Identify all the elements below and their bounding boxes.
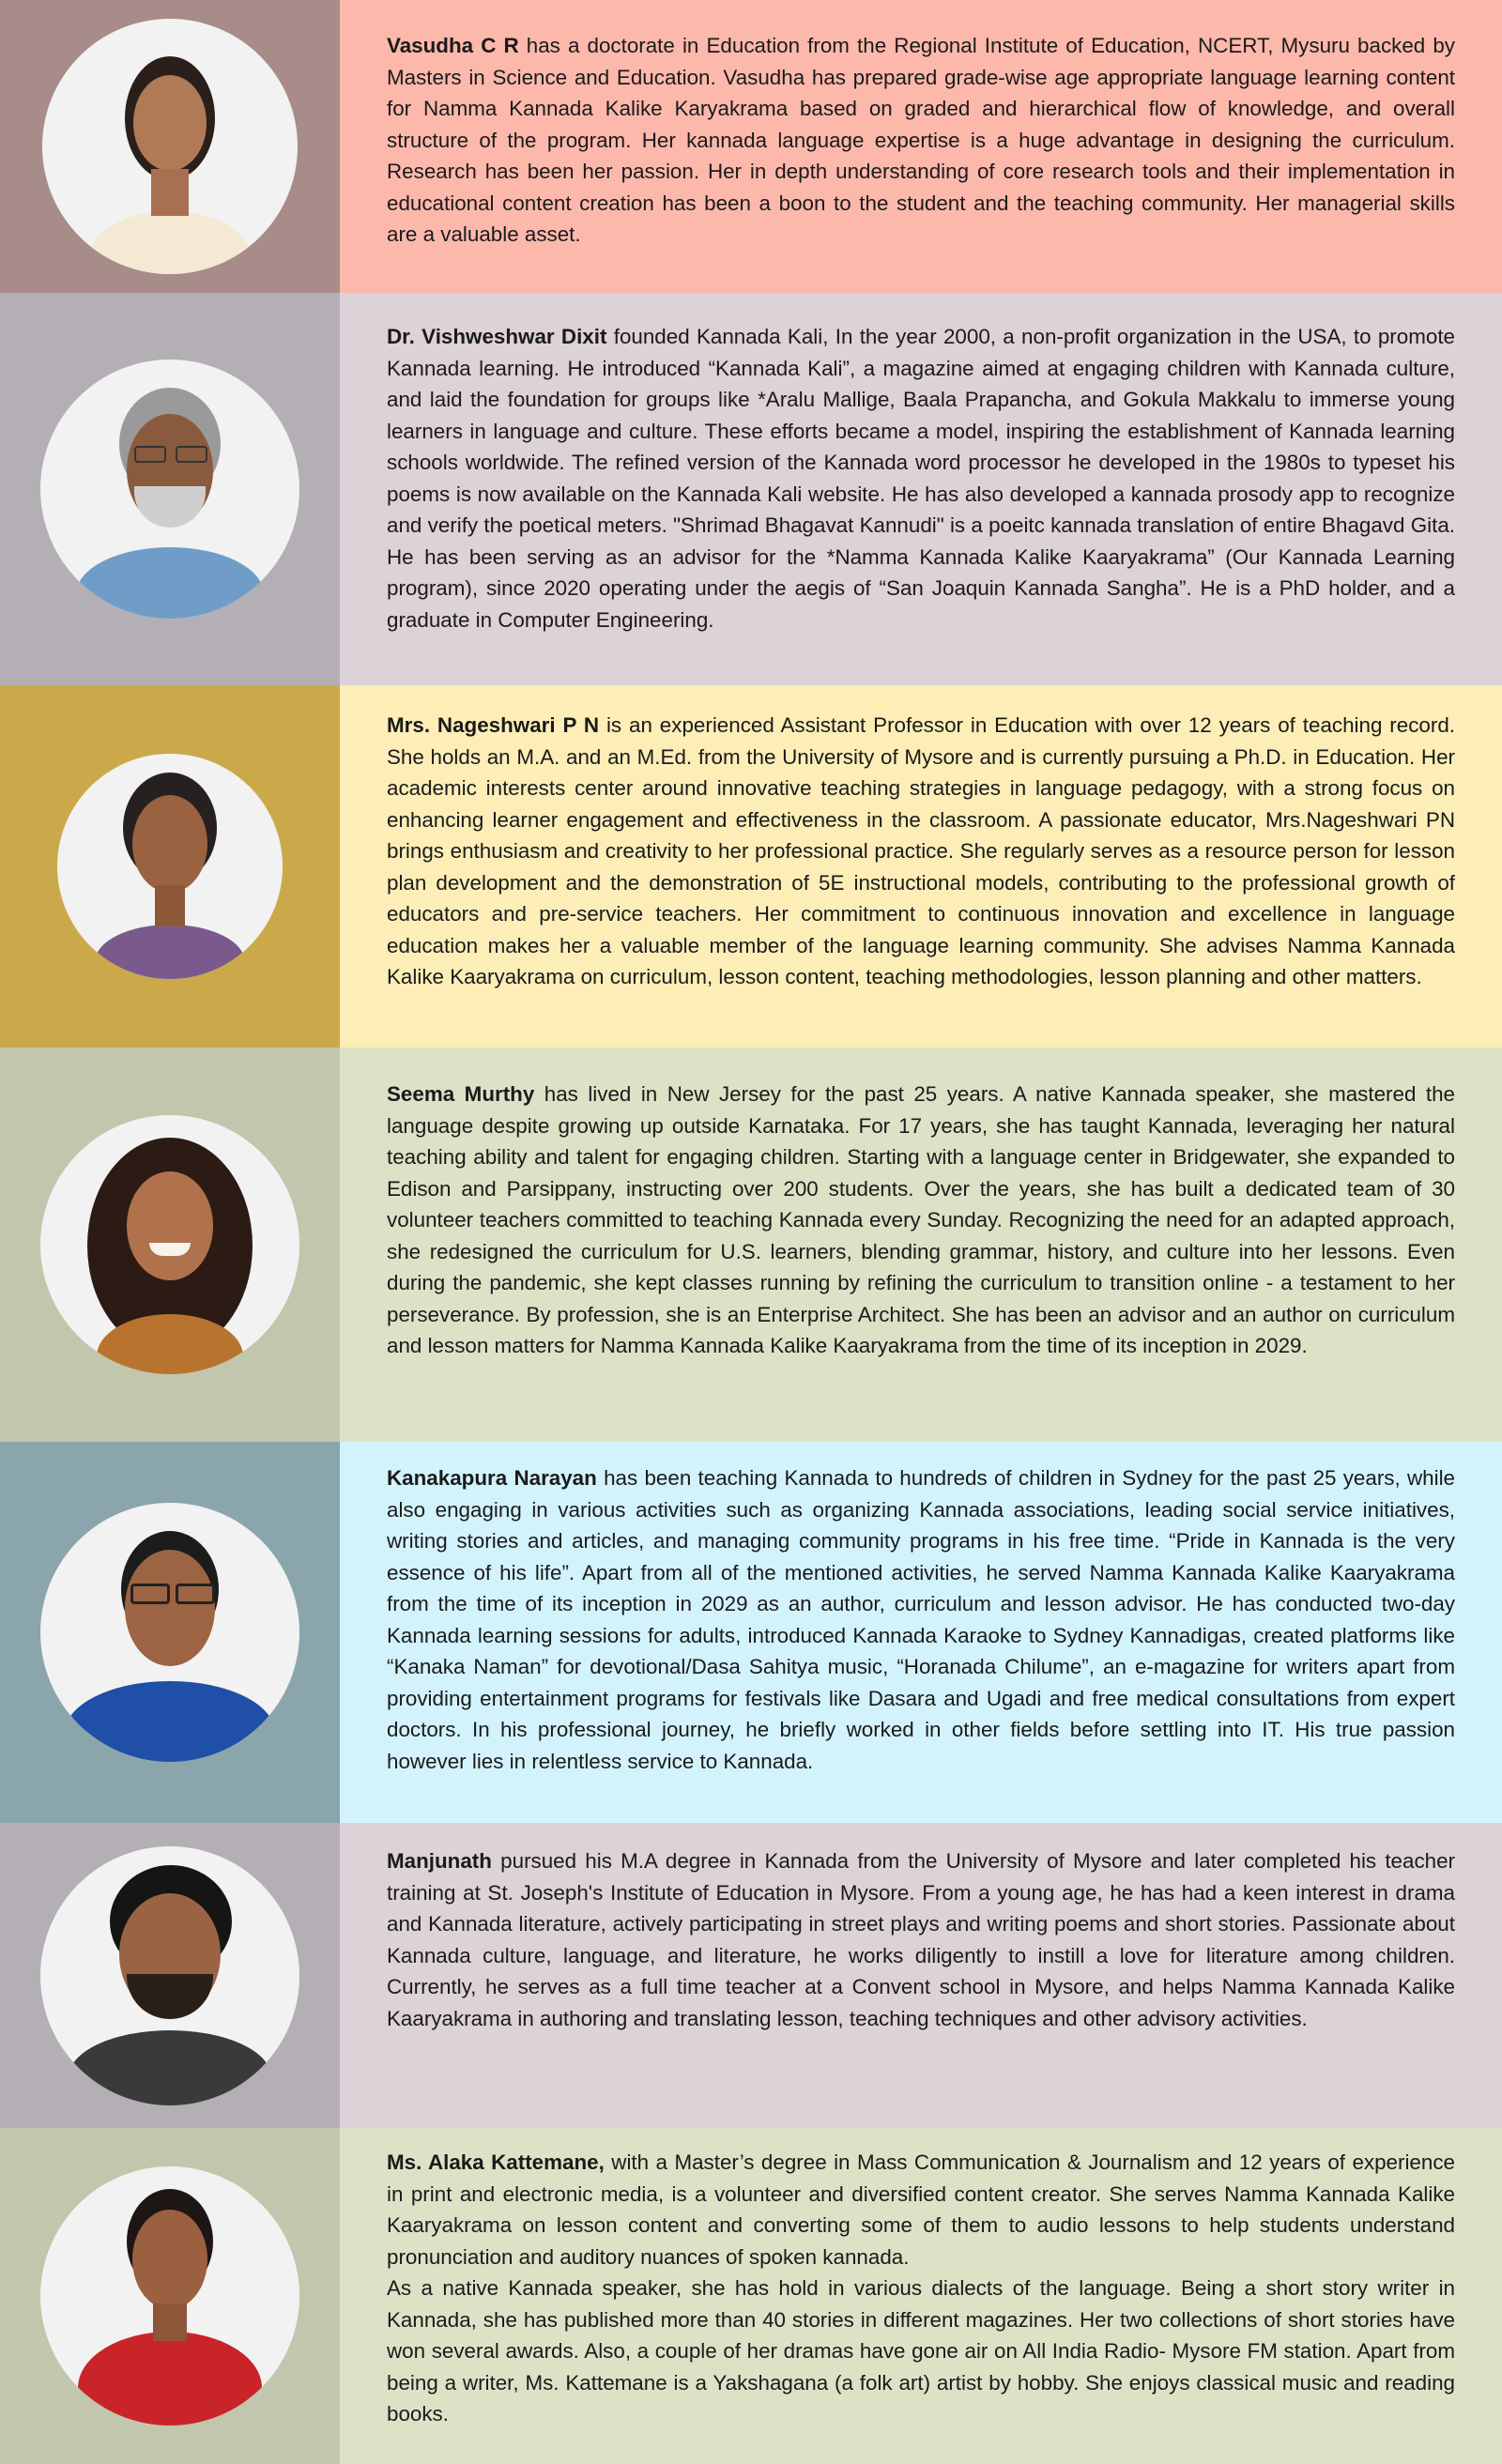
bio-text [387, 710, 1455, 993]
person-name: Mrs. Nageshwari P N [387, 713, 600, 737]
bio-panel [340, 293, 1502, 685]
bio-text [387, 2147, 1455, 2430]
profile-row-alaka [0, 2128, 1502, 2464]
portrait-photo [40, 2166, 299, 2426]
photo-panel [0, 1442, 340, 1823]
profile-row-dixit [0, 293, 1502, 685]
portrait-photo [40, 360, 299, 619]
bio-panel [340, 1823, 1502, 2128]
person-name: Ms. Alaka Kattemane, [387, 2150, 605, 2174]
profile-row-vasudha [0, 0, 1502, 293]
bio-body: founded Kannada Kali, In the year 2000, a non-profit organization in the USA, to promote Kannada learning. He introduced “Kannada Kali”, a magazine aimed at engaging children with Kannada culture, and laid the foundation for groups like *Aralu Mallige, Baala Prapancha, and Gokula Makkalu to immerse young learners in language and culture. These efforts became a model, inspiring the establishment of Kannada learning schools worldwide. The refined version of the Kannada word processor he developed in the 1980s to typeset his poems is now available on the Kannada Kali website. He has also developed a kannada prosody app to recognize and verify the poetical meters. "Shrimad Bhagavat Kannudi" is a poeitc kannada translation of entire Bhagavd Gita. He has been serving as an advisor for the *Namma Kannada Kalike Kaaryakrama” (Our Kannada Learning program), since 2020 operating under the aegis of “San Joaquin Kannada Sangha”. He is a PhD holder, and a graduate in Computer Engineering. [387, 325, 1455, 632]
bio-text [387, 1079, 1455, 1362]
bio-panel [340, 1048, 1502, 1442]
photo-panel [0, 1823, 340, 2128]
bio-text [387, 30, 1455, 251]
person-name: Kanakapura Narayan [387, 1466, 597, 1490]
profile-row-nageshwari [0, 685, 1502, 1048]
bio-body: pursued his M.A degree in Kannada from the University of Mysore and later completed his teacher training at St. Joseph's Institute of Education in Mysore. From a young age, he has had a keen interest in drama and Kannada literature, actively participating in street plays and writing poems and short stories. Passionate about Kannada culture, language, and literature, he works diligently to instill a love for literature among children. Currently, he serves as a full time teacher at a Convent school in Mysore, and helps Namma Kannada Kalike Kaaryakrama in authoring and translating lesson, teaching techniques and other advisory activities. [387, 1849, 1455, 2030]
bio-body: with a Master’s degree in Mass Communication & Journalism and 12 years of experience in print and electronic media, is a volunteer and diversified content creator. She serves Namma Kannada Kalike Kaaryakrama on lesson content and converting some of them to audio lessons to help students understand pronunciation and auditory nuances of spoken kannada. As a native Kannada speaker, she has hold in various dialects of the language. Being a short story writer in Kannada, she has published more than 40 stories in different magazines. Her two collections of short stories have won several awards. Also, a couple of her dramas have gone air on All India Radio- Mysore FM station. Apart from being a writer, Ms. Kattemane is a Yakshagana (a folk art) artist by hobby. She enjoys classical music and reading books. [387, 2150, 1455, 2426]
person-name: Dr. Vishweshwar Dixit [387, 325, 607, 348]
bio-text [387, 321, 1455, 635]
bio-panel [340, 1442, 1502, 1823]
portrait-photo [42, 19, 298, 274]
bio-text [387, 1845, 1455, 2034]
portrait-photo [40, 1503, 299, 1762]
portrait-photo [40, 1846, 299, 2105]
bio-body: has been teaching Kannada to hundreds of children in Sydney for the past 25 years, while also engaging in various activities such as organizing Kannada associations, leading social service initiatives, writing stories and articles, and managing community programs in his free time. “Pride in Kannada is the very essence of his life”. Apart from all of the mentioned activities, he served Namma Kannada Kalike Kaaryakrama from the time of its inception in 2029 as an author, curriculum and lesson advisor. He has conducted two-day Kannada learning sessions for adults, introduced Kannada Karaoke to Sydney Kannadigas, created platforms like “Kanaka Naman” for devotional/Dasa Sahitya music, “Horanada Chilume”, an e-magazine for writers apart from providing entertainment programs for festivals like Dasara and Ugadi and free medical consultations from expert doctors. In his professional journey, he briefly worked in other fields before settling into IT. His true passion however lies in relentless service to Kannada. [387, 1466, 1455, 1773]
profile-row-manjunath [0, 1823, 1502, 2128]
photo-panel [0, 1048, 340, 1442]
photo-panel [0, 293, 340, 685]
bio-body: is an experienced Assistant Professor in Education with over 12 years of teaching record. She holds an M.A. and an M.Ed. from the University of Mysore and is currently pursuing a Ph.D. in Education. Her academic interests center around innovative teaching strategies in language pedagogy, with a strong focus on enhancing learner engagement and effectiveness in the classroom. A passionate educator, Mrs.Nageshwari PN brings enthusiasm and creativity to her professional practice. She regularly serves as a resource person for lesson plan development and the demonstration of 5E instructional models, contributing to the professional growth of educators and pre-service teachers. Her commitment to continuous innovation and excellence in language education makes her a valuable member of the language learning community. She advises Namma Kannada Kalike Kaaryakrama on curriculum, lesson content, teaching methodologies, lesson planning and other matters. [387, 713, 1455, 988]
profile-row-narayan [0, 1442, 1502, 1823]
photo-panel [0, 685, 340, 1048]
bio-text [387, 1462, 1455, 1777]
portrait-photo [57, 754, 283, 979]
person-name: Vasudha C R [387, 34, 519, 57]
photo-panel [0, 0, 340, 293]
person-name: Seema Murthy [387, 1082, 535, 1106]
profile-row-seema [0, 1048, 1502, 1442]
bio-body: has a doctorate in Education from the Regional Institute of Education, NCERT, Mysuru backed by Masters in Science and Education. Vasudha has prepared grade-wise age appropriate language learning content for Namma Kannada Kalike Karyakrama based on graded and hierarchical flow of knowledge, and overall structure of the program. Her kannada language expertise is a huge advantage in designing the curriculum. Research has been her passion. Her in depth understanding of core research tools and their implementation in educational content creation has been a boon to the student and the teaching community. Her managerial skills are a valuable asset. [387, 34, 1455, 246]
bio-panel [340, 0, 1502, 293]
person-name: Manjunath [387, 1849, 492, 1873]
bio-panel [340, 685, 1502, 1048]
bio-panel [340, 2128, 1502, 2464]
bio-body: has lived in New Jersey for the past 25 years. A native Kannada speaker, she mastered the language despite growing up outside Karnataka. For 17 years, she has taught Kannada, leveraging her natural teaching ability and talent for engaging children. Starting with a language center in Bridgewater, she expanded to Edison and Parsippany, instructing over 200 students. Over the years, she has built a dedicated team of 30 volunteer teachers committed to teaching Kannada every Sunday. Recognizing the need for an adapted approach, she redesigned the curriculum for U.S. learners, blending grammar, history, and culture into her lessons. Even during the pandemic, she kept classes running by refining the curriculum to transition online - a testament to her perseverance. By profession, she is an Enterprise Architect. She has been an advisor and an author on curriculum and lesson matters for Namma Kannada Kalike Kaaryakrama from the time of its inception in 2029. [387, 1082, 1455, 1357]
portrait-photo [40, 1115, 299, 1374]
photo-panel [0, 2128, 340, 2464]
